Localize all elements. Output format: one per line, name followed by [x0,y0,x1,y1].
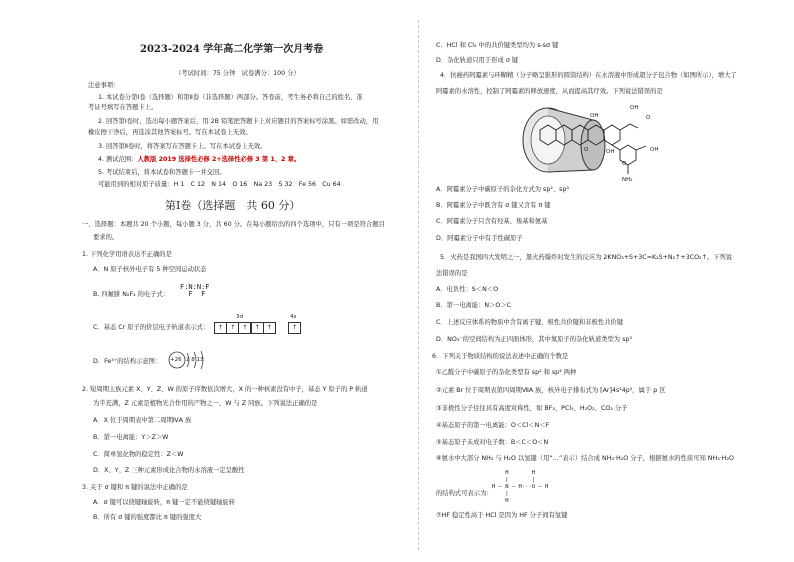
q5-stem-2: 法错误的是 [436,270,468,277]
q5-stem-1: 5．火药是我国四大发明之一，黑火药爆炸时发生的反应为 2KNO₃+S+3C=K₂S+N₂↑+3CO₂↑。下列说 [440,254,733,261]
q2-option-d: D．X、Y、Z 三种元素形成化合物的水溶液一定呈酸性 [93,467,245,474]
q3-stem: 3. 关于 σ 键和 π 键的说法中正确的是 [82,484,188,491]
atomic-mass-line: 可能用到的相对原子质量：H 1 C 12 N 14 O 16 Na 23 S 32 Fe 56 Cu 64 [98,181,341,188]
fig-label-oh: OH [606,149,615,155]
section-intro-1: 一、选择题：本题共 20 个小题，每小题 3 分，共 60 分。在每小题给出的四个选项中，只有一项是符合题目 [82,221,385,228]
q1-option-c: C．基态 Cr 原子的价层电子轨道表示式： [93,324,210,331]
q6-item-5: ⑤基态原子未成对电子数：B＜C＜O＜N [436,439,549,446]
notes-line-7: 5. 考试结束后，将本试卷和答题卡一并交回。 [98,169,226,176]
doxorubicin-cyclodextrin-figure [508,100,693,188]
q1-c-3d-label: 3d [236,314,243,320]
fig-label-nh2: NH₂ [622,177,633,183]
q6-stem: 6．下列关于物质结构的说法表述中正确的个数是 [432,353,569,360]
q4-option-b: B．阿霉素分子中既含有 σ 键又含有 π 键 [436,202,551,209]
fig-label-oh: OH [590,113,599,119]
q6-item-7: ⑦HF 稳定性高于 HCl 是因为 HF 分子间有氢键 [436,512,568,519]
q4-option-a: A．阿霉素分子中碳原子的杂化方式为 sp²、sp³ [436,186,569,193]
q6-item-4: ④基态原子的第一电离能：O＜Cl＜N＜F [436,422,550,429]
q1-option-a: A．N 原子核外电子有 5 种空间运动状态 [93,266,207,273]
q3-option-b: B．所有 σ 键的强度都比 π 键的强度大 [93,514,202,521]
test-scope: 人教版 2019 选择性必修 2+选择性必修 3 第 1、2 章。 [137,156,301,163]
q2-stem-2: 为半充满，Z 元素是植物光合作用的产物之一，W 与 Z 同族。下列说法正确的是 [93,400,318,407]
exam-subtitle: （考试时间：75 分钟 试卷满分：100 分） [175,70,300,77]
q4-stem-2: 阿霉素的水溶性，控制了阿霉素的释放速度，从而提高其疗效。下列说法错误的是 [436,88,663,95]
fe3-nucleus-charge: +26 [170,357,182,363]
orbital-box: ↑ [263,322,276,334]
notes-line-4: 橡皮擦干净后，再选涂其他答案标号。写在本试卷上无效。 [88,129,252,136]
notes-line-1: 1. 本试卷分第Ⅰ卷（选择题）和第Ⅱ卷（非选择题）两部分。答卷前，考生务必将自己的姓名、准 [98,94,363,101]
q3-option-d: D．杂化轨道只用于形成 σ 键 [436,57,519,64]
q6-item-6-cont: 的结构式可表示为： [436,490,493,497]
q4-option-c: C．阿霉素分子只含有羟基、羧基和氨基 [436,218,548,225]
q2-stem-1: 2. 短周期主族元素 X、Y、Z、W 的原子序数依次增大，X 的一种核素没有中子，基态 Y 原子的 P 轨道 [82,386,368,393]
column-divider [418,20,419,550]
q5-option-c: C．上述反应体系的物质中含有离子键、极性共价键和非极性共价键 [436,319,624,326]
q6-item-2: ②元素 Br 位于周期表第四周期ⅦA 族，核外电子排布式为 [Ar]4s²4p⁵，属于 p 区 [436,387,666,394]
q1-stem: 1. 下列化学用语表达不正确的是 [82,251,172,258]
q1-option-b: B. 四氟肼 N₂F₄ 的电子式： [93,291,170,298]
q5-option-a: A．电负性：S＜N＜O [436,286,499,293]
notes-line-6 [98,156,300,164]
fig-label-o: O [622,161,627,167]
section-intro-2: 要求的。 [93,234,119,241]
q5-option-d: D．NO₃⁻的空间结构为正四面体形，其中氮原子的杂化轨道类型为 sp³ [436,336,632,343]
q6-item-3: ③非极性分子往往具有高度对称性，如 BF₃、PCl₅、H₂O₂、CO₂ 分子 [436,405,628,412]
orbital-box: ↑ [226,322,239,334]
q1-c-4s-orbital [288,322,300,334]
nh3-h2o-structure: H H | | H — N — H···O — H | H [492,470,549,504]
q1-c-4s-label: 4s [290,314,297,320]
fe3-shell-electrons: 2 8 13 [186,357,204,363]
q6-item-6: ⑥氨水中大部分 NH₃ 与 H₂O 以氢键（用“…”表示）结合成 NH₃·H₂O 分子，根据氨水的性质可知 NH₃·H₂O [436,455,734,462]
fig-label-o: O [584,147,589,153]
fig-label-oh: OH [630,105,639,111]
q5-option-b: B．第一电离能：N＞O＞C [436,302,512,309]
test-scope-prefix: 4. 测试范围： [98,156,138,163]
orbital-box: ↑ [214,322,227,334]
exam-title: 2023-2024 学年高二化学第一次月考卷 [140,44,324,55]
q3-option-a: A．σ 键可以绕键轴旋转，π 键一定不能绕键轴旋转 [93,499,236,506]
orbital-box: ↑ [238,322,251,334]
fig-label-o: O [646,115,651,121]
q1-b-electron-formula: F:N:N:F F F [180,283,210,298]
q3-option-c: C．HCl 和 Cl₂ 中的共价键类型均为 s-sσ 键 [436,42,559,49]
notes-line-5: 3. 回答第Ⅱ卷时，将答案写在答题卡上。写在本试卷上无效。 [98,143,267,150]
notes-line-2: 考证号填写在答题卡上。 [88,104,158,111]
section-title: 第Ⅰ卷（选择题 共 60 分） [165,199,301,212]
q6-item-1: ①乙醛分子中碳原子的杂化类型有 sp² 和 sp³ 两种 [436,369,577,376]
notes-line-3: 2. 回答第Ⅰ卷时，选出每小题答案后，用 2B 铅笔把答题卡上对应题目的答案标号涂黑。如需改动，用 [98,118,379,125]
q1-c-3d-orbitals [214,322,275,334]
orbital-box: ↑ [288,322,301,334]
q4-option-d: D．阿霉素分子中有手性碳原子 [436,235,523,242]
orbital-box: ↑ [251,322,264,334]
q4-stem-1: 4．抗癌药阿霉素与环糊精（分子略呈锥形的圆筒结构）在水溶液中形成超分子包合物（如图所示），增大了 [440,72,737,79]
q2-option-a: A．X 位于周期表中第二周期ⅣA 族 [93,417,192,424]
notes-label: 注意事项： [88,82,120,89]
q2-option-b: B．第一电离能：Y＞Z＞W [93,434,169,441]
q1-option-d: D．Fe³⁺的结构示意图： [93,358,162,365]
fig-label-oh: OH [650,147,659,153]
q2-option-c: C．简单氢化物的稳定性：Z＜W [93,451,184,458]
